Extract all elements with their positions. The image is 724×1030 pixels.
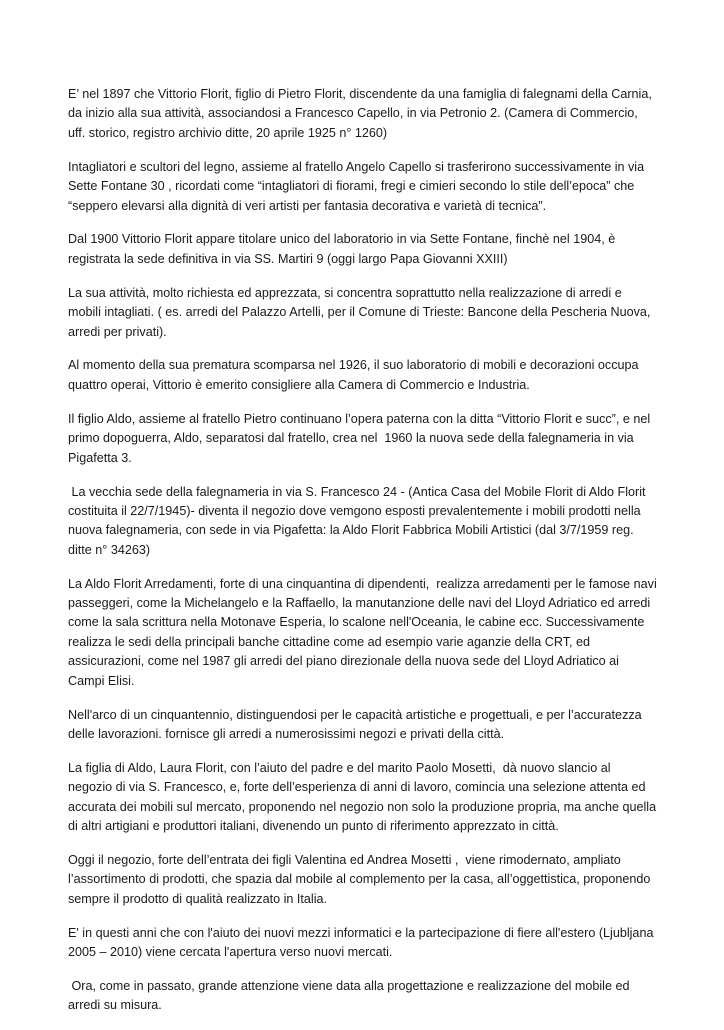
paragraph-founding-1897: E’ nel 1897 che Vittorio Florit, figlio di Pietro Florit, discendente da una famiglia di falegnami della Carnia, da inizio alla sua attività, associandosi a Francesco Capello, in via Petronio 2. (Camera di Commercio, uff. storico, registro archivio ditte, 20 aprile 1925 n° 1260) <box>68 87 656 140</box>
paragraph-1900-sede: Dal 1900 Vittorio Florit appare titolare unico del laboratorio in via Sette Fontane, finchè nel 1904, è registrata la sede definitiva in via SS. Martiri 9 (oggi largo Papa Giovanni XXIII) <box>68 232 619 266</box>
document-page <box>68 85 661 1030</box>
paragraph-su-misura: Ora, come in passato, grande attenzione viene data alla progettazione e realizzazione del mobile ed arredi su misura. <box>68 979 633 1013</box>
paragraph-oggi-negozio: Oggi il negozio, forte dell’entrata dei figli Valentina ed Andrea Mosetti , viene rimodernato, ampliato l’assortimento di prodotti, che spazia dal mobile al complemento per la casa, all’oggettistica, proponendo sempre il prodotto di qualità realizzato in Italia. <box>68 853 654 906</box>
paragraph-cinquantennio: Nell'arco di un cinquantennio, distinguendosi per le capacità artistiche e progettuali, e per l’accuratezza delle lavorazioni. fornisce gli arredi a numerosissimi negozi e privati della città. <box>68 707 646 741</box>
paragraph-nuovi-mercati: E' in questi anni che con l'aiuto dei nuovi mezzi informatici e la partecipazione di fiere all'estero (Ljubljana 2005 – 2010) viene cercata l'apertura verso nuovi mercati. <box>68 925 657 960</box>
paragraph-scomparsa-1926: Al momento della sua prematura scomparsa nel 1926, il suo laboratorio di mobili e decorazioni occupa quattro operai, Vittorio è emerito consigliere alla Camera di Commercio e Industria. <box>68 358 643 392</box>
paragraph-laura-florit: La figlia di Aldo, Laura Florit, con l’aiuto del padre e del marito Paolo Mosetti, dà nuovo slancio al negozio di via S. Francesco, e, forte dell’esperienza di anni di lavoro, comincia una selezione attenta ed accurata dei mobili sul mercato, proponendo nel negozio non solo la produzione propria, ma anche quella di altri artigiani e produttori italiani, divenendo un punto di riferimento apprezzato in città. <box>68 760 660 834</box>
paragraph-arredamenti-navi: La Aldo Florit Arredamenti, forte di una cinquantina di dipendenti, realizza arredamenti per le famose navi passeggeri, come la Michelangelo e la Raffaello, la manutanzione delle navi del Lloyd Adriatico ed arredi come la sala scrittura nella Motonave Esperia, lo scalone nell'Oceania, le cabine ecc. Successivamente realizza le sedi della principali banche cittadine come ad esempio varie aganzie della CRT, ed assicurazioni, come nel 1987 gli arredi del piano direzionale della nuova sede del Lloyd Adriatico ai Campi Elisi. <box>68 576 661 688</box>
paragraph-attivita: La sua attività, molto richiesta ed apprezzata, si concentra soprattutto nella realizzazione di arredi e mobili intagliati. ( es. arredi del Palazzo Artelli, per il Comune di Trieste: Bancone della Pescheria Nuova, arredi per privati). <box>68 285 654 339</box>
paragraph-intagliatori: Intagliatori e scultori del legno, assieme al fratello Angelo Capello si trasferirono successivamente in via Sette Fontane 30 , ricordati come “intagliatori di fiorami, fregi e cimieri secondo lo stile dell’epoca” che “seppero elevarsi alla dignità di veri artisti per fantasia decorativa e varietà di tecnica”. <box>68 159 648 213</box>
paragraph-figlio-aldo: Il figlio Aldo, assieme al fratello Pietro continuano l’opera paterna con la ditta “Vittorio Florit e succ”, e nel primo dopoguerra, Aldo, separatosi dal fratello, crea nel 1960 la nuova sede della falegnameria in via Pigafetta 3. <box>68 411 654 465</box>
paragraph-vecchia-sede: La vecchia sede della falegnameria in via S. Francesco 24 - (Antica Casa del Mobile Florit di Aldo Florit costituita il 22/7/1945)- diventa il negozio dove vemgono esposti prevalentemente i mobili prodotti nella nuova falegnameria, con sede in via Pigafetta: la Aldo Florit Fabbrica Mobili Artistici (dal 3/7/1959 reg. ditte n° 34263) <box>68 484 649 557</box>
